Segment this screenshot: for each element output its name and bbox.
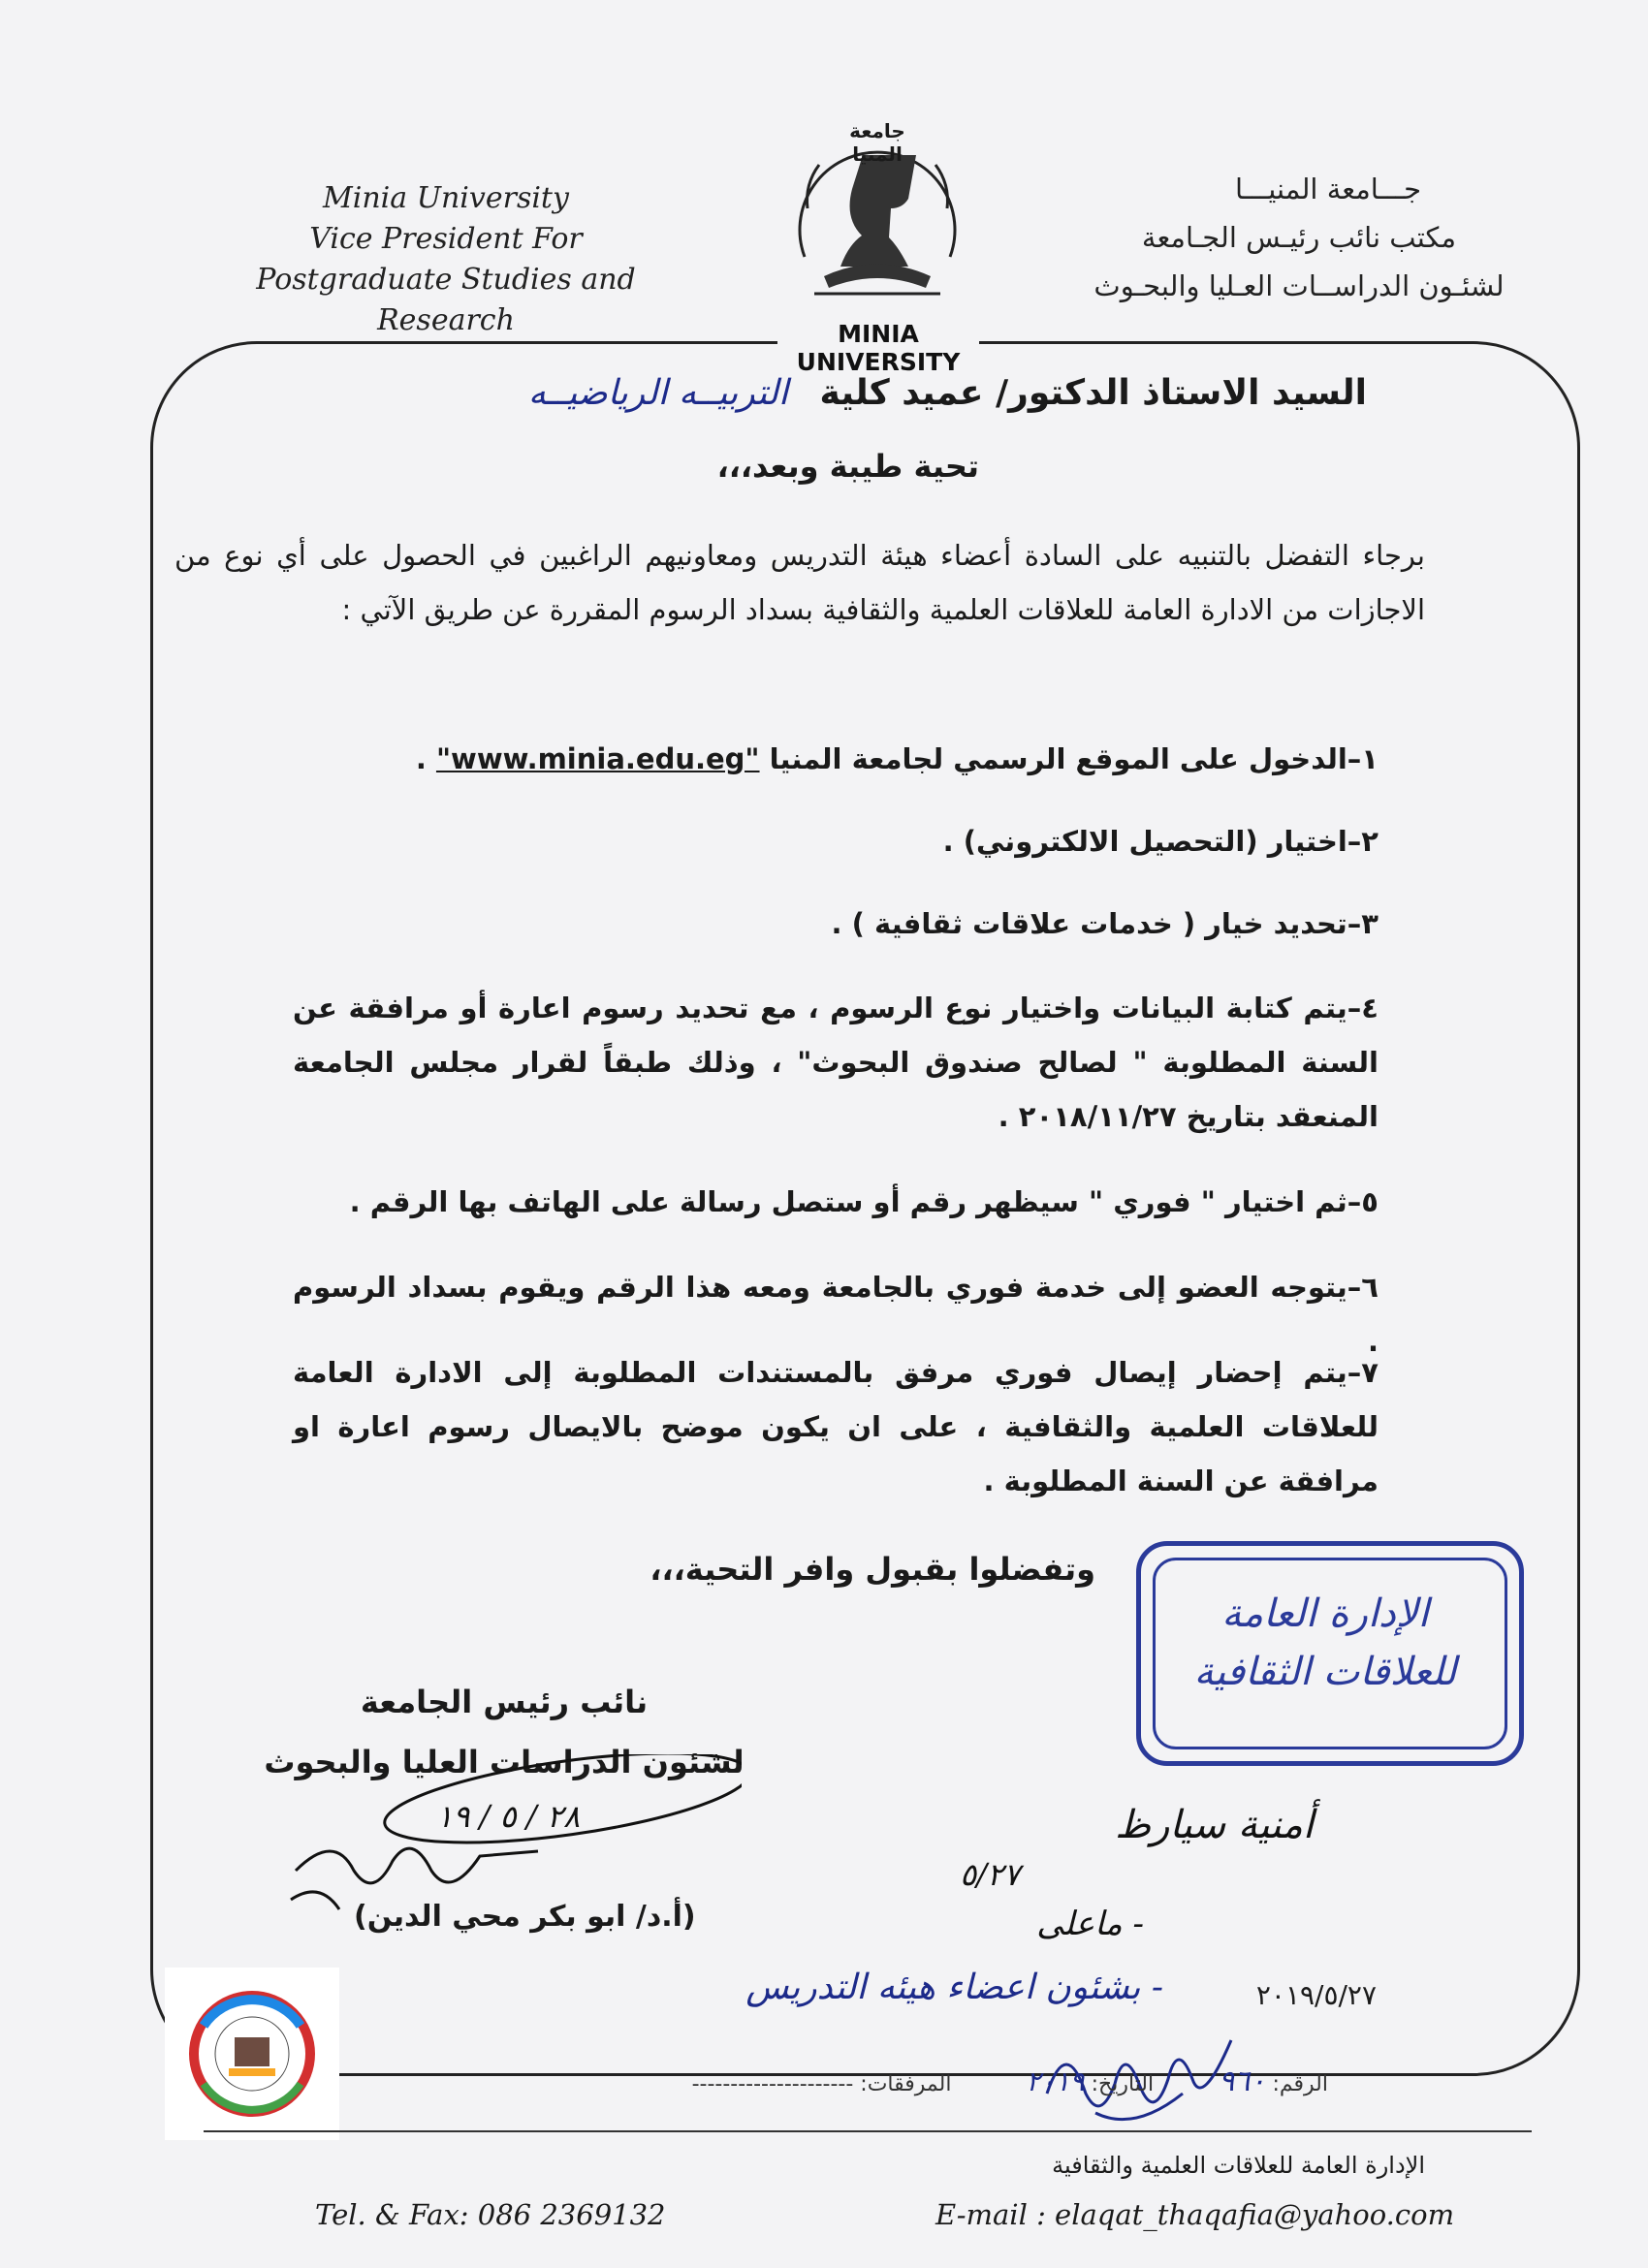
step-5: ٥–ثم اختيار " فوري " سيظهر رقم أو ستصل رسالة على الهاتف بها الرقم .: [349, 1185, 1379, 1218]
stamp-text: الإدارة العامة للعلاقات الثقافية: [1193, 1591, 1457, 1694]
faculty-handwritten: التربيــه الرياضيــه: [527, 373, 788, 413]
footer-email: E-mail : elaqat_thaqafia@yahoo.com: [935, 2198, 1455, 2231]
salutation: [528, 373, 1367, 413]
website-url: "www.minia.edu.eg": [435, 742, 760, 775]
header-ar-line-3: لشئـون الدراســات العـليا والبحـوث: [1093, 269, 1505, 302]
step-7: ٧–يتم إحضار إيصال فوري مرفق بالمستندات المطلوبة إلى الادارة العامة للعلاقات العلمية والثقافية ، على ان يكون موضح بالايصال رسوم اعارة او مرافقة عن السنة المطلوبة .: [293, 1356, 1379, 1497]
handwritten-note-4: - بشئون اعضاء هيئه التدريس: [745, 1968, 1163, 2007]
ref-number-value: ٩٦٠: [1219, 2064, 1266, 2098]
arabic-header: [1057, 165, 1541, 310]
header-ar-line-2: مكتب نائب رئيـس الجـامعة: [1141, 221, 1457, 254]
signature-date: ٢٨ / ٥ / ١٩: [436, 1798, 581, 1835]
greeting: تحية طيبة وبعد،،،: [716, 448, 979, 485]
salutation-text: السيد الاستاذ الدكتور/ عميد كلية: [819, 373, 1367, 413]
header-en-line-2: Vice President For: [309, 222, 583, 256]
header-en-line-3: Postgraduate Studies and Research: [256, 263, 636, 337]
logo-arc-text: جامعة المنيا: [849, 119, 905, 166]
printed-date: ٢٠١٩/٥/٢٧: [1255, 1979, 1377, 2011]
footer-divider: [204, 2130, 1532, 2132]
handwritten-note-2: ٥/٢٧: [960, 1856, 1021, 1893]
office-stamp: [1136, 1541, 1524, 1766]
ref-date-value: ٢٠١٩: [1026, 2065, 1085, 2097]
step-4: ٤–يتم كتابة البيانات واختيار نوع الرسوم ، مع تحديد رسوم اعارة أو مرافقة عن السنة المطلوبة " لصالح صندوق البحوث" ، وذلك طبقاً لقرار مجلس الجامعة المنعقد بتاريخ ٢٠١٨/١١/٢٧ .: [293, 992, 1379, 1133]
footer-department: الإدارة العامة للعلاقات العلمية والثقافية: [1052, 2152, 1425, 2179]
logo-label: MINIA UNIVERSITY: [777, 320, 979, 376]
footer-tel: Tel. & Fax: 086 2369132: [315, 2198, 666, 2231]
header-ar-line-1: جـــامعة المنيـــا: [1234, 173, 1422, 205]
ref-attachments-value: ---------------------: [691, 2072, 854, 2096]
ref-number-label: الرقم:: [1272, 2072, 1328, 2096]
signatory-name: (أ.د/ ابو بكر محي الدين): [354, 1900, 696, 1934]
handwritten-note-1: أمنية سيارظ: [1115, 1803, 1314, 1847]
step-6: ٦–يتوجه العضو إلى خدمة فوري بالجامعة ومعه هذا الرقم ويقوم بسداد الرسوم .: [293, 1271, 1379, 1358]
english-header: [184, 178, 708, 341]
closing-line: وتفضلوا بقبول وافر التحية،،،: [650, 1551, 1095, 1588]
university-logo: [766, 111, 989, 325]
step-1-text: ١–الدخول على الموقع الرسمي لجامعة المنيا: [759, 742, 1379, 775]
step-1: [293, 732, 1379, 786]
step-3: ٣–تحديد خيار ( خدمات علاقات ثقافية ) .: [831, 907, 1379, 940]
handwritten-note-3: - ماعلى: [1036, 1905, 1144, 1943]
step-2: ٢–اختيار (التحصيل الالكتروني) .: [942, 825, 1379, 858]
signatory-title-line-2: لشئون الدراسات العليا والبحوث: [264, 1744, 745, 1780]
step-1-end: .: [415, 742, 436, 775]
reference-row: [407, 2064, 1328, 2098]
ref-date-label: التاريخ:: [1091, 2072, 1155, 2096]
signatory-title-line-1: نائب رئيس الجامعة: [360, 1684, 649, 1720]
intro-paragraph: برجاء التفضل بالتنبيه على السادة أعضاء هيئة التدريس ومعاونيهم الراغبين في الحصول على أي نوع من الاجازات من الادارة العامة للعلاقات العلمية والثقافية بسداد الرسوم المقررة عن طريق الآتي :: [174, 539, 1425, 626]
quality-unit-logo-icon: [165, 1968, 339, 2140]
ref-attachments-label: المرفقات:: [860, 2072, 952, 2096]
unit-logo: [165, 1968, 339, 2140]
header-en-line-1: Minia University: [323, 181, 569, 215]
